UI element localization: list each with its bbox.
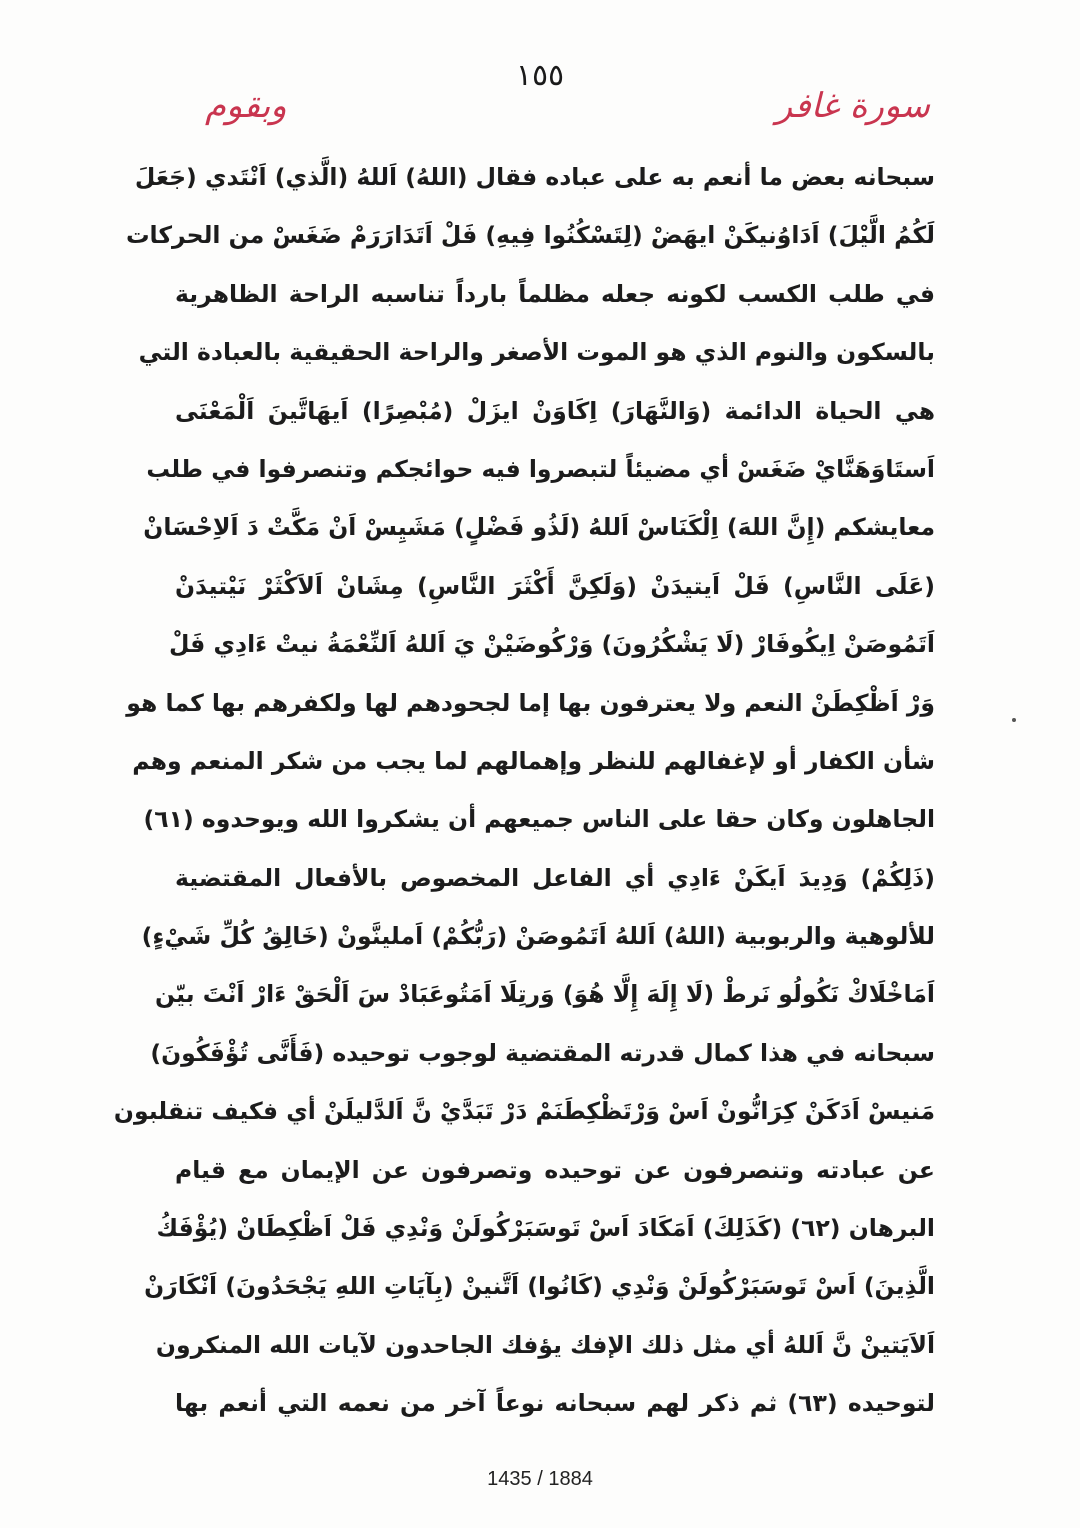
text-line: اَستَاوَهَنَّايْ ضَغَسْ أي مضيئاً لتبصروا فيه حوائجكم وتنصرفوا في طلب: [146, 454, 935, 483]
margin-note-left: وبقوم: [205, 86, 287, 126]
text-line: اَتَمُوصَنْ اِيكُوفَارْ (لَا يَشْكُرُونَ) وَرْكُوضَيْنْ يَ اَللهُ اَلنِّعْمَةُ نيتْ ءَادِي فَلْ: [168, 630, 935, 659]
text-line: لتوحيده (٦٣) ثم ذكر لهم سبحانه نوعاً آخر من نعمه التي أنعم بها: [175, 1389, 935, 1418]
body-text: [113, 148, 935, 1433]
text-line: اَمَاخْلَاكْ نَكُولُو نَرطْ (لَا إِلَهَ إِلَّا هُوَ) وَرتِلَا اَمَتُوعَبَادْ سَ اَلْحَقْ ءَارْ اَنْتَ بيّن: [154, 980, 935, 1009]
page-number: ١٥٥: [515, 58, 565, 93]
text-line: هي الحياة الدائمة (وَالنَّهَارَ) اِكَاوَنْ ايزَلْ (مُبْصِرًا) اَيهَاتَّينَ اَلْمَعْنَى: [175, 396, 935, 425]
text-line: وَرْ اَظْكِطَنْ النعم ولا يعترفون بها إما لجحودهم لها ولكفرهم بها كما هو: [126, 688, 935, 717]
text-line: الَّذِينَ) اَسْ تَوسَبَرْكُولَنْ وَنْدِي (كَانُوا) اَتَّنينْ (بِآيَاتِ اللهِ يَجْحَدُونَ) اَنْكَارَنْ: [144, 1272, 935, 1301]
text-line: شأن الكفار أو لإغفالهم للنظر وإهمالهم لما يجب من شكر المنعم وهم: [132, 746, 935, 775]
text-line: مَنيسْ اَدَكَنْ كِرَانُّونْ اَسْ وَرْتَظْكِطَنَمْ دَرْ تَبَدَّيْ نَّ اَلدَّليلَنْ أي فكيف تنقلبون: [113, 1097, 935, 1126]
text-line: بالسكون والنوم الذي هو الموت الأصغر والراحة الحقيقية بالعبادة التي: [138, 338, 935, 367]
page-counter: 1435 / 1884: [487, 1468, 593, 1490]
text-line: سبحانه بعض ما أنعم به على عباده فقال (اللهُ) اَللهُ (الَّذي) اَنْتَدي (جَعَلَ: [134, 163, 935, 191]
text-line: عن عبادته وتنصرفون عن توحيده وتصرفون عن الإيمان مع قيام: [175, 1155, 935, 1184]
text-line: (ذَلِكُمْ) وَدِيدَ اَيكَنْ ءَادِي أي الفاعل المخصوص بالأفعال المقتضية: [175, 863, 935, 892]
text-line: معايشكم (إِنَّ اللهَ) اِلْكَنَاسْ اَللهُ (لَذُو فَضْلٍ) مَشَيِسْ اَنْ مَكَّتْ دَ اَلاِحْسَانْ: [143, 513, 935, 542]
text-line: (عَلَى النَّاسِ) فَلْ اَيتيدَنْ (وَلَكِنَّ أَكْثَرَ النَّاسِ) مِشَانْ اَلاَكْثَرْ نَيْتيدَنْ: [175, 571, 935, 600]
text-line: الجاهلون وكان حقا على الناس جميعهم أن يشكروا الله ويوحدوه (٦١): [143, 805, 935, 834]
text-line: لَكُمُ الَّيْلَ) اَدَاوُنيكَنْ ايهَضْ (لِتَسْكُنُوا فِيهِ) فَلْ اَتَدَارَرَمْ ضَغَسْ من الحركات: [125, 221, 935, 250]
text-line: في طلب الكسب لكونه جعله مظلماً بارداً تناسبه الراحة الظاهرية: [175, 279, 935, 308]
text-line: سبحانه في هذا كمال قدرته المقتضية لوجوب توحيده (فَأَنَّى تُؤْفَكُونَ): [150, 1038, 935, 1067]
text-line: البرهان (٦٢) (كَذَلِكَ) اَمَكَادَ اَسْ تَوسَبَرْكُولَنْ وَنْدِي فَلْ اَظْكِطَانْ (يُؤْفَكُ: [156, 1214, 935, 1243]
text-line: اَلاَيَتينْ نَّ اَللهُ أي مثل ذلك الإفك يؤفك الجاحدون لآيات الله المنكرون: [155, 1330, 935, 1359]
scan-speck: [1012, 718, 1016, 722]
margin-note-surah: سورة غافر: [775, 86, 930, 126]
text-line: للألوهية والربوبية (اللهُ) اَللهُ اَتَمُوصَنْ (رَبُّكُمْ) اَملينَّونْ (خَالِقُ كُلِّ شَيْءٍ): [141, 922, 935, 951]
